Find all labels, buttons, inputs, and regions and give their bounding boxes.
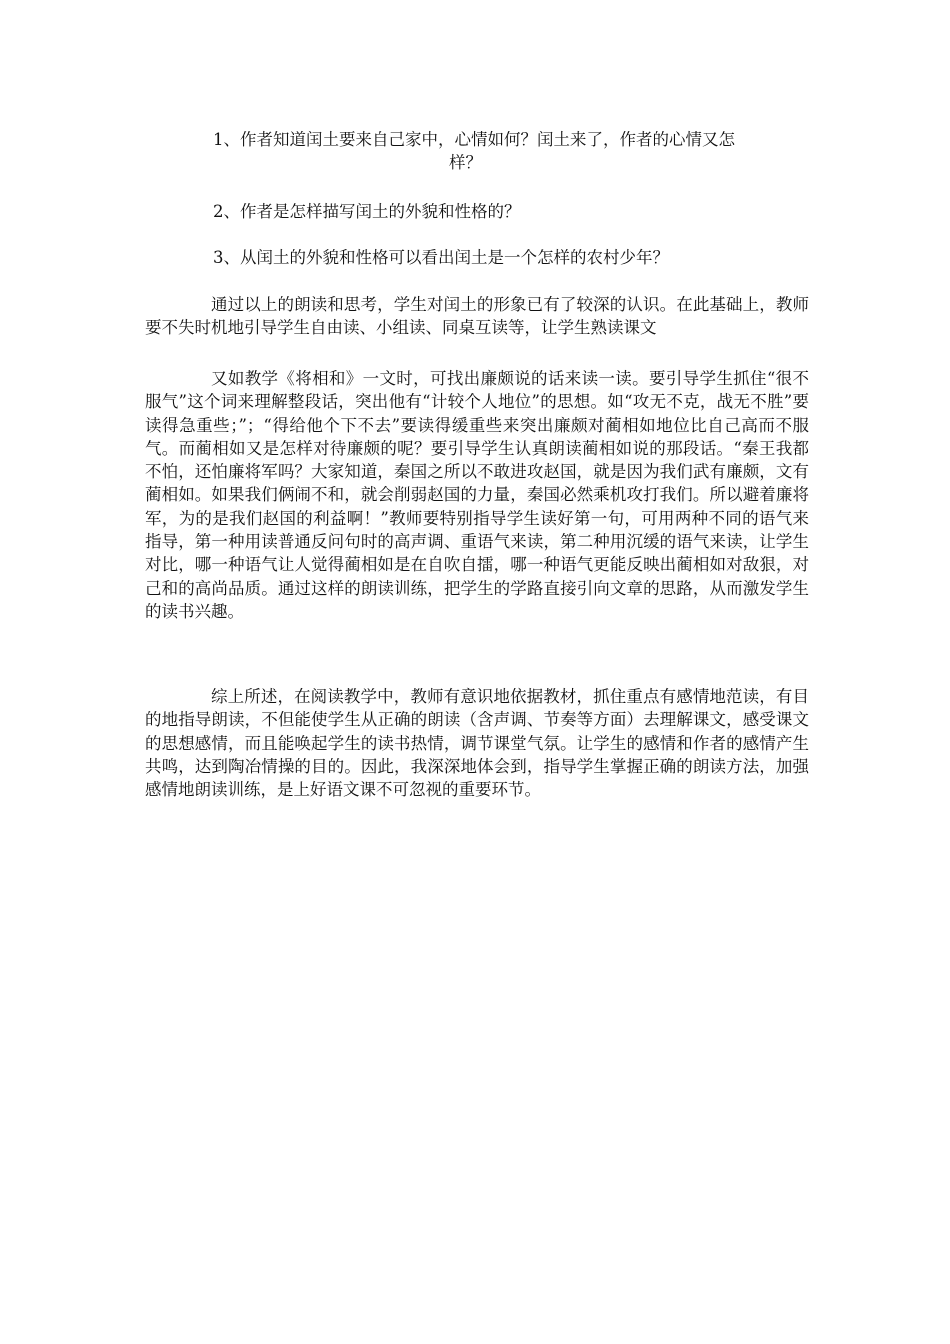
question-1-line-2: 样？ xyxy=(449,153,482,172)
question-1 xyxy=(213,128,813,174)
question-2: 2、作者是怎样描写闰土的外貌和性格的？ xyxy=(213,202,521,221)
question-1-line-1: 1、作者知道闰土要来自己家中，心情如何？闰土来了，作者的心情又怎 xyxy=(213,130,735,149)
question-3: 3、从闰土的外貌和性格可以看出闰土是一个怎样的农村少年？ xyxy=(213,248,669,267)
paragraph-1: 通过以上的朗读和思考，学生对闰土的形象已有了较深的认识。在此基础上，教师要不失时机地引导学生自由读、小组读、同桌互读等，让学生熟读课文 xyxy=(145,295,809,338)
paragraph-3: 综上所述，在阅读教学中，教师有意识地依据教材，抓住重点有感情地范读，有目的地指导朗读，不但能使学生从正确的朗读（含声调、节奏等方面）去理解课文，感受课文的思想感情，而且能唤起学生的读书热情，调节课堂气氛。让学生的感情和作者的感情产生共鸣，达到陶冶情操的目的。因此，我深深地体会到，指导学生掌握正确的朗读方法，加强感情地朗读训练，是上好语文课不可忽视的重要环节。 xyxy=(145,687,809,800)
paragraph-2: 又如教学《将相和》一文时，可找出廉颇说的话来读一读。要引导学生抓住“很不服气”这个词来理解整段话，突出他有“计较个人地位”的思想。如“攻无不克，战无不胜”要读得急重些；”；“得给他个下不去”要读得缓重些来突出廉颇对蔺相如地位比自己高而不服气。而蔺相如又是怎样对待廉颇的呢？要引导学生认真朗读蔺相如说的那段话。“秦王我都不怕，还怕廉将军吗？大家知道，秦国之所以不敢进攻赵国，就是因为我们武有廉颇，文有蔺相如。如果我们俩闹不和，就会削弱赵国的力量，秦国必然乘机攻打我们。所以避着廉将军，为的是我们赵国的利益啊！”教师要特别指导学生读好第一句，可用两种不同的语气来指导，第一种用读普通反问句时的高声调、重语气来读，第二种用沉缓的语气来读，让学生对比，哪一种语气让人觉得蔺相如是在自吹自擂，哪一种语气更能反映出蔺相如对敌狠，对己和的高尚品质。通过这样的朗读训练，把学生的学路直接引向文章的思路，从而激发学生的读书兴趣。 xyxy=(145,369,809,621)
